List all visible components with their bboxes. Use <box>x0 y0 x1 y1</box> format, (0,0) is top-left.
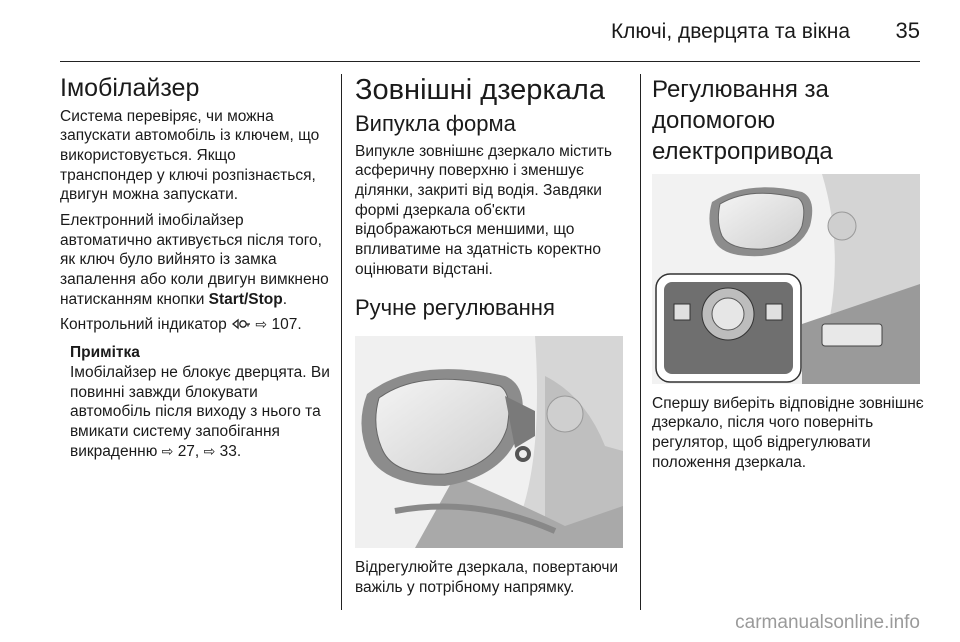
manual-mirror-illustration <box>355 336 623 548</box>
note-body: Імобілайзер не блокує дверцята. Ви повинні завжди блокувати автомобіль після виходу з нього та вмикати систему запобігання викраденню <box>70 363 330 460</box>
section-heading-electric-adjustment: Регулювання за допомогою електропривода <box>652 76 833 166</box>
immobilizer-indicator-icon <box>231 317 251 330</box>
paragraph: Спершу виберіть відповідне зовнішнє дзеркало, після чого поверніть регулятор, щоб відрегулювати положення дзеркала. <box>652 394 924 471</box>
page-reference[interactable]: 33. <box>219 442 242 460</box>
cross-reference-arrow-icon: ⇨ <box>255 317 268 334</box>
watermark: carmanualsonline.info <box>735 612 920 633</box>
chapter-title: Ключі, дверцята та вікна <box>610 20 850 43</box>
page-header <box>0 0 960 62</box>
electric-mirror-control-illustration <box>652 174 920 384</box>
note-box <box>60 343 330 461</box>
electric-adjustment-column <box>652 74 924 478</box>
header-divider <box>60 61 920 62</box>
start-stop-label: Start/Stop <box>208 290 283 308</box>
column-divider <box>640 74 641 610</box>
paragraph: Система перевіряє, чи можна запускати автомобіль із ключем, що використовується. Якщо транспондер у ключі розпізнається, двигун можна запускати. <box>60 107 320 204</box>
paragraph-text: Електронний імобілайзер автоматично активується після того, як ключ було вийнято із замка запалення або коли двигун вимкнено натисканням кнопки <box>60 212 329 308</box>
exterior-mirrors-column <box>355 74 630 603</box>
note-title: Примітка <box>70 344 140 362</box>
paragraph: Відрегулюйте дзеркала, повертаючи важіль у потрібному напрямку. <box>355 558 619 596</box>
paragraph-text: Контрольний індикатор <box>60 316 227 334</box>
paragraph: Випукле зовнішнє дзеркало містить асферичну поверхню і зменшує ділянки, закриті від водія. Завдяки формі дзеркала об'єкти відображаються меншими, що впливатиме на здатність коректно оцінювати відстані. <box>355 142 612 278</box>
paragraph-end: . <box>282 290 288 308</box>
paragraph <box>60 315 330 335</box>
page-reference[interactable]: 107. <box>271 316 302 334</box>
section-heading-exterior-mirrors: Зовнішні дзеркала <box>355 74 605 106</box>
subheading-convex-shape: Випукла форма <box>355 111 516 137</box>
immobilizer-column <box>60 74 330 467</box>
cross-reference-arrow-icon: ⇨ <box>203 443 216 460</box>
page-number: 35 <box>895 18 920 43</box>
cross-reference-arrow-icon: ⇨ <box>161 443 174 460</box>
page-reference[interactable]: 27, <box>177 442 200 460</box>
subheading-manual-adjustment: Ручне регулювання <box>355 295 555 321</box>
note-text <box>70 363 330 461</box>
column-divider <box>341 74 342 610</box>
section-heading-immobilizer: Імобілайзер <box>60 74 200 102</box>
paragraph <box>60 211 330 309</box>
